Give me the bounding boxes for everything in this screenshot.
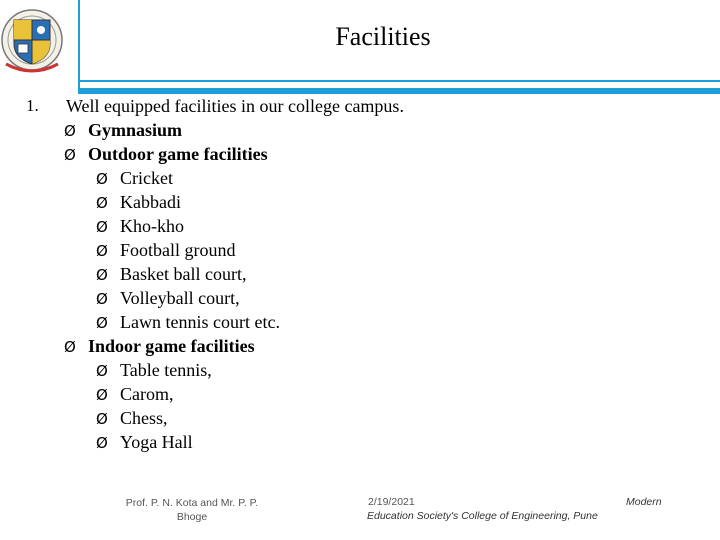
list-item-indoor <box>64 336 255 357</box>
list-item-gymnasium <box>64 120 182 141</box>
item-label: Yoga Hall <box>120 432 193 452</box>
list-item-khokho <box>96 216 184 237</box>
item-label: Table tennis, <box>120 360 212 380</box>
page-title: Facilities <box>335 22 431 51</box>
bullet-arrow-icon: Ø <box>64 122 76 140</box>
item-label: Football ground <box>120 240 236 260</box>
bullet-arrow-icon: Ø <box>64 338 76 356</box>
item-label: Outdoor game facilities <box>88 144 268 164</box>
bullet-arrow-icon: Ø <box>96 434 108 452</box>
item-label: Basket ball court, <box>120 264 247 284</box>
header-rule-thin <box>80 80 720 82</box>
item-label: Lawn tennis court etc. <box>120 312 280 332</box>
list-item-cricket <box>96 168 173 189</box>
bullet-arrow-icon: Ø <box>96 242 108 260</box>
footer-modern: Modern <box>626 496 662 508</box>
college-logo <box>0 0 64 80</box>
list-item-basketball <box>96 264 246 285</box>
bullet-arrow-icon: Ø <box>96 362 108 380</box>
bullet-arrow-icon: Ø <box>96 266 108 284</box>
bullet-arrow-icon: Ø <box>96 410 108 428</box>
item-label: Chess, <box>120 408 168 428</box>
bullet-arrow-icon: Ø <box>96 218 108 236</box>
list-number: 1. <box>26 96 39 115</box>
bullet-arrow-icon: Ø <box>96 170 108 188</box>
item-label: Volleyball court, <box>120 288 240 308</box>
intro-text: Well equipped facilities in our college campus. <box>66 96 404 116</box>
footer-authors <box>112 496 272 524</box>
list-item-lawn-tennis <box>96 312 280 333</box>
footer-authors-line1: Prof. P. N. Kota and Mr. P. P. <box>125 497 259 509</box>
list-item-carom <box>96 384 174 405</box>
bullet-arrow-icon: Ø <box>64 146 76 164</box>
list-item-football <box>96 240 236 261</box>
bullet-arrow-icon: Ø <box>96 386 108 404</box>
item-label: Indoor game facilities <box>88 336 255 356</box>
footer-date: 2/19/2021 <box>368 496 415 508</box>
footer-authors-line2: Bhoge <box>176 511 208 523</box>
item-label: Kho-kho <box>120 216 184 236</box>
list-item-table-tennis <box>96 360 212 381</box>
list-item-chess <box>96 408 168 429</box>
item-label: Gymnasium <box>88 120 183 140</box>
list-item-yoga-hall <box>96 432 193 453</box>
list-item-kabbadi <box>96 192 181 213</box>
footer-college: Education Society's College of Engineering, Pune <box>367 510 598 522</box>
list-item-outdoor <box>64 144 268 165</box>
header-rule-thick <box>80 88 720 94</box>
item-label: Cricket <box>120 168 173 188</box>
bullet-arrow-icon: Ø <box>96 194 108 212</box>
item-label: Carom, <box>120 384 174 404</box>
bullet-arrow-icon: Ø <box>96 290 108 308</box>
list-item-volleyball <box>96 288 240 309</box>
bullet-arrow-icon: Ø <box>96 314 108 332</box>
item-label: Kabbadi <box>120 192 181 212</box>
